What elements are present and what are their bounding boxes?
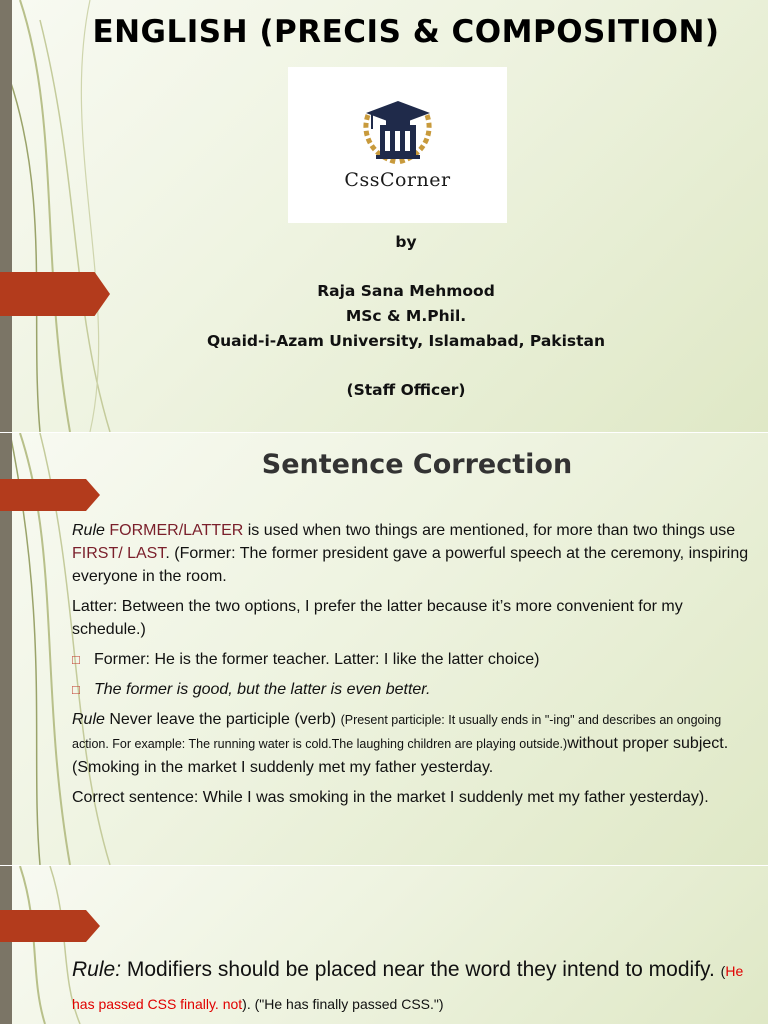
slide-body — [72, 519, 756, 816]
logo-wordmark: CssCorner — [344, 169, 451, 191]
rule-text: is used when two things are mentioned, for more than two things use — [243, 522, 736, 539]
list-item: □ The former is good, but the latter is even better. — [72, 678, 756, 701]
title-slide — [0, 0, 768, 432]
left-accent-bar — [0, 866, 12, 1024]
rule-label: Rule — [72, 711, 105, 728]
csscorner-logo — [288, 67, 507, 223]
term-former-latter: FORMER/LATTER — [109, 522, 244, 539]
bullet-marker-icon: □ — [72, 682, 80, 697]
author-degree: MSc & M.Phil. — [345, 307, 467, 325]
decorative-curves — [0, 0, 140, 432]
participle-note: (Present participle: It usually ends in "-ing" and describes an ongoing action. For example: The running water is cold.The laughing children are playing outside.) — [72, 713, 722, 751]
slide-body: Rule: Modifiers should be placed near the word they intend to modify. (He has passed CSS finally. not). ("He has finally passed CSS.") — [72, 958, 744, 1012]
graduation-cap-emblem-icon — [288, 67, 507, 167]
rule-former-latter — [72, 519, 756, 588]
arrow-tab — [0, 272, 110, 316]
list-item: □ Former: He is the former teacher. Latter: I like the latter choice) — [72, 648, 756, 671]
modifier-rule-slide — [0, 866, 768, 1024]
latter-example: Latter: Between the two options, I prefer the latter because it’s more convenient for my schedule.) — [72, 598, 683, 638]
slide-title: ENGLISH (PRECIS & COMPOSITION) — [92, 14, 720, 50]
author-role: (Staff Officer) — [346, 381, 466, 399]
left-accent-bar — [0, 0, 12, 432]
rule-participle: Rule Never leave the participle (verb) (Present participle: It usually ends in "-ing" and describes an ongoing action. For example: The running water is cold.The laughing children are playing outside.)without proper subject. (Smoking in the market I suddenly met my father yesterday. — [72, 711, 729, 776]
incorrect-example: He has passed CSS finally. not — [72, 963, 744, 1012]
arrow-tab — [0, 479, 100, 511]
arrow-tab — [0, 910, 100, 942]
term-first-last: FIRST/ LAST — [72, 545, 166, 562]
slide-title: Sentence Correction — [261, 449, 573, 480]
author-name: Raja Sana Mehmood — [317, 282, 495, 300]
sentence-correction-slide — [0, 433, 768, 865]
by-label: by — [395, 233, 417, 251]
correct-example: ). ("He has finally passed CSS.") — [242, 996, 444, 1012]
rule-example: . (Former: The former president gave a powerful speech at the ceremony, inspiring everyone in the room. — [72, 545, 749, 585]
author-university: Quaid-i-Azam University, Islamabad, Pakistan — [206, 332, 606, 350]
rule-label: Rule — [72, 522, 105, 539]
bullet-marker-icon: □ — [72, 652, 80, 667]
rule-label: Rule: — [72, 958, 122, 981]
correct-sentence: Correct sentence: While I was smoking in the market I suddenly met my father yesterday). — [72, 789, 709, 806]
